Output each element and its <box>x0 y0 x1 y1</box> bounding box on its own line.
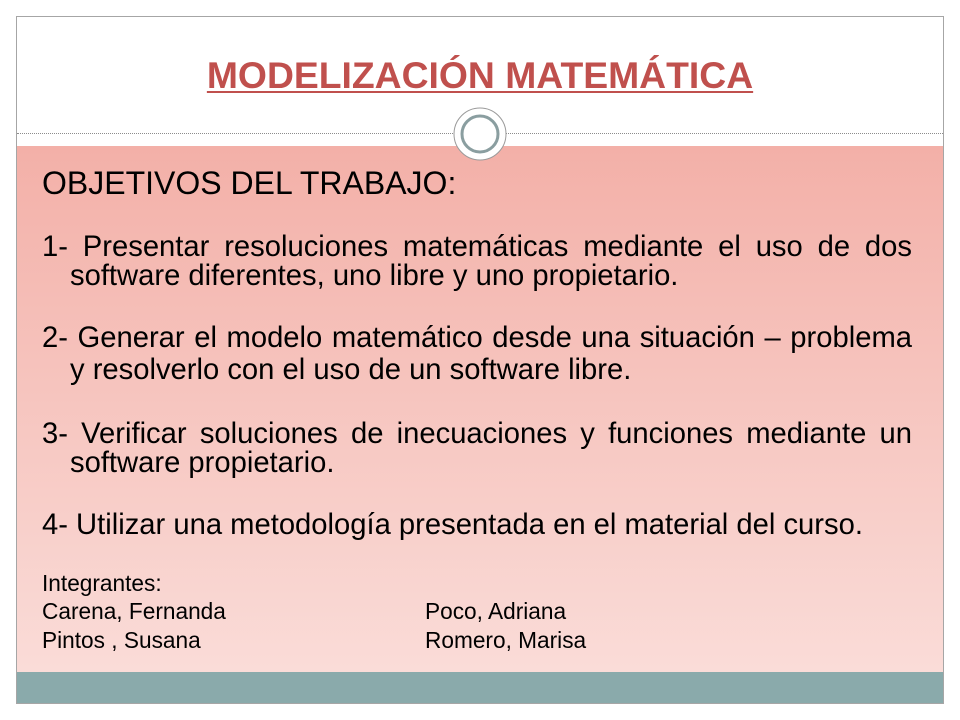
objectives-heading: OBJETIVOS DEL TRABAJO: <box>42 165 457 201</box>
member-name: Carena, Fernanda <box>42 598 226 624</box>
member-name: Pintos , Susana <box>42 627 201 653</box>
members-label: Integrantes: <box>42 570 162 596</box>
objective-item: 2- Generar el modelo matemático desde una situación – problema y resolverlo con el uso de un software libre. <box>42 322 912 386</box>
objective-item: 1- Presentar resoluciones matemáticas mediante el uso de dos software diferentes, uno libre y uno propietario. <box>42 231 912 292</box>
divider-circle-ornament <box>452 106 508 162</box>
objective-item: 4- Utilizar una metodología presentada en el material del curso. <box>42 509 863 541</box>
member-name: Poco, Adriana <box>425 598 567 624</box>
objective-item: 3- Verificar soluciones de inecuaciones y funciones mediante un software propietario. <box>42 418 912 479</box>
slide-title: MODELIZACIÓN MATEMÁTICA <box>206 54 754 96</box>
member-name: Romero, Marisa <box>425 627 587 653</box>
ornament-inner-ring <box>462 116 498 152</box>
footer-bar <box>17 672 943 703</box>
